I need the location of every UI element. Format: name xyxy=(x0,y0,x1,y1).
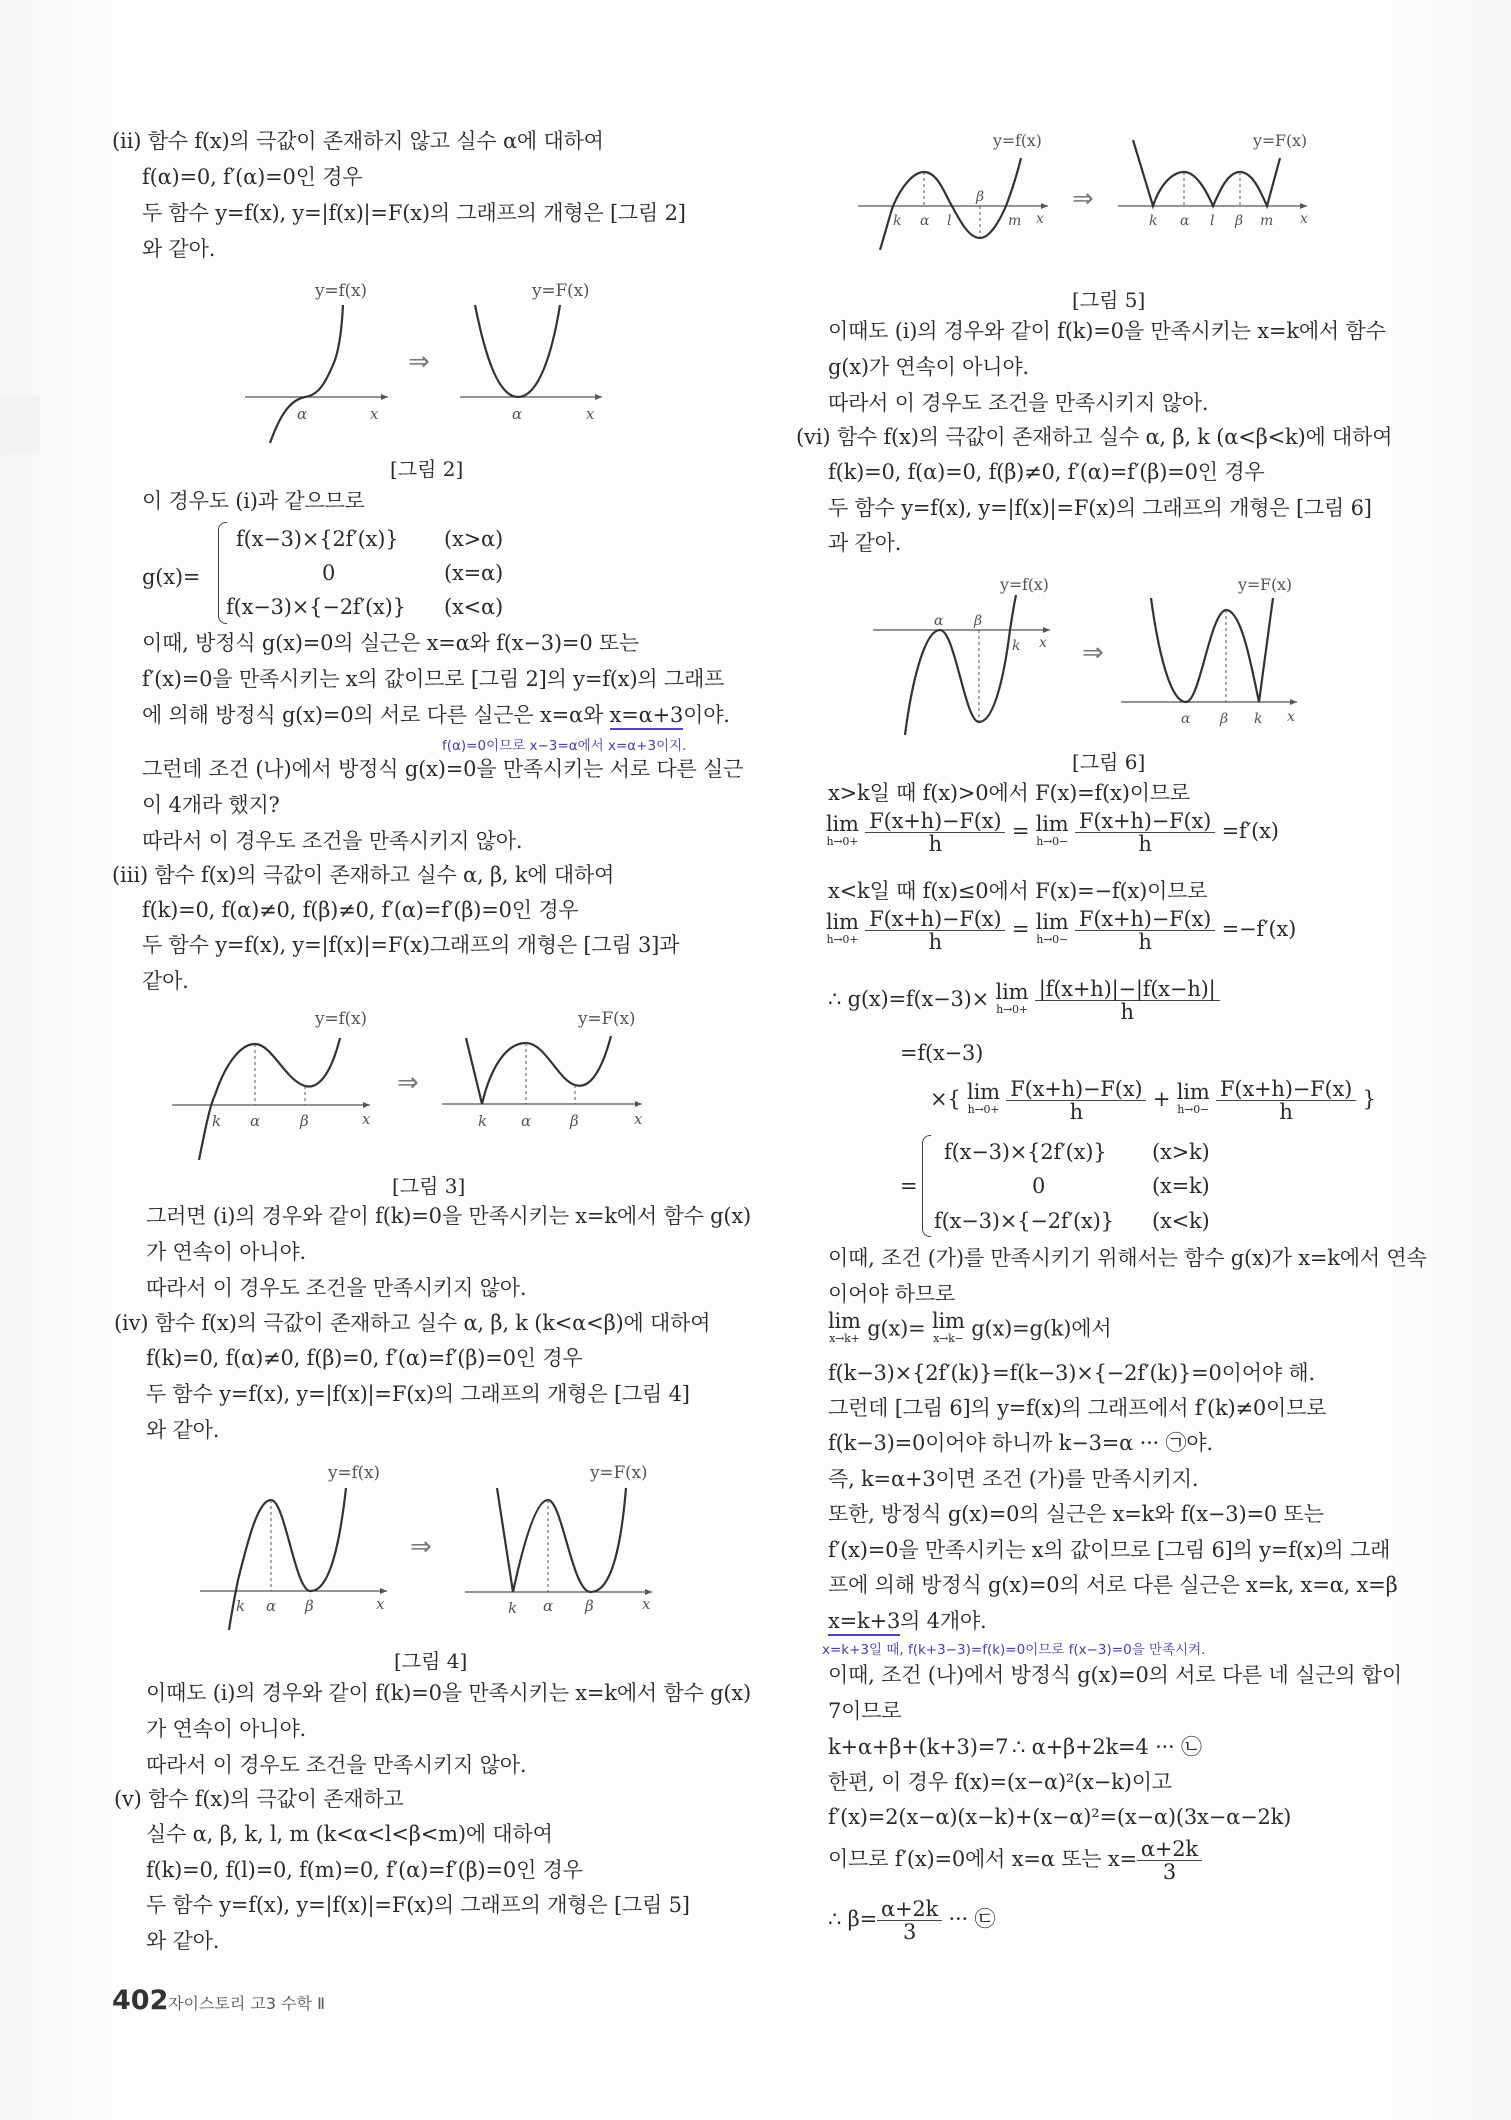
lim xyxy=(932,1309,965,1348)
case-v-line1: (ⅴ) 함수 f(x)의 극값이 존재하고 xyxy=(114,1787,404,1811)
real-root-line2: f′(x)=0을 만족시키는 x의 값이므로 [그림 2]의 y=f(x)의 그래프 xyxy=(142,667,725,691)
case-iii-line3: 두 함수 y=f(x), y=|f(x)|=F(x)그래프의 개형은 [그림 3]과 xyxy=(142,933,680,957)
case-row-cond: (x>k) xyxy=(1152,1140,1210,1164)
fig2-caption: [그림 2] xyxy=(390,457,464,481)
fig3-caption: [그림 3] xyxy=(392,1174,466,1198)
fraction xyxy=(1137,1838,1202,1883)
fig4-left-tick: β xyxy=(305,1597,314,1615)
continuity-line5: 그런데 [그림 6]의 y=f(x)의 그래프에서 f′(k)≠0이므로 xyxy=(828,1396,1327,1420)
case-ii-line3: 두 함수 y=f(x), y=|f(x)|=F(x)의 그래프의 개형은 [그림 2] xyxy=(142,201,686,225)
case-ii-line1: (ⅱ) 함수 f(x)의 극값이 존재하지 않고 실수 α에 대하여 xyxy=(112,129,604,153)
continuity-line4: f(k−3)×{2f′(k)}=f(k−3)×{−2f′(k)}=0이어야 해. xyxy=(828,1361,1315,1385)
fig6-caption: [그림 6] xyxy=(1072,750,1146,774)
case-iii-line2: f(k)=0, f(α)≠0, f(β)≠0, f′(α)=f′(β)=0인 경우 xyxy=(142,898,579,922)
g-limit-definition xyxy=(828,978,1220,1023)
case-row-cond: (x<k) xyxy=(1152,1209,1210,1233)
continuity-limits xyxy=(828,1309,1112,1348)
fig5-right-tick: l xyxy=(1210,213,1215,229)
fig4-right-label: y=F(x) xyxy=(590,1463,648,1483)
text: lim xyxy=(826,811,859,836)
fig5-right-tick: α xyxy=(1180,213,1190,229)
discontinuity-line2: g(x)가 연속이 아니야. xyxy=(828,355,1029,379)
g-step3 xyxy=(930,1078,1376,1123)
fig4-left-tick: α xyxy=(266,1597,276,1615)
not-satisfied: 따라서 이 경우도 조건을 만족시키지 않아. xyxy=(142,829,523,853)
case-row-expr: 0 xyxy=(322,561,336,585)
case-vi-line4: 과 같아. xyxy=(828,531,902,555)
text: h xyxy=(1120,1000,1134,1024)
discontinuity-line1: 이때도 (ⅰ)의 경우와 같이 f(k)=0을 만족시키는 x=k에서 함수 xyxy=(828,319,1386,343)
case-ii-line4: 와 같아. xyxy=(142,237,216,261)
underlined-root: x=k+3 xyxy=(828,1609,900,1636)
same-as-case-i: 이 경우도 (ⅰ)과 같으므로 xyxy=(142,489,365,513)
not-satisfied: 따라서 이 경우도 조건을 만족시키지 않아. xyxy=(146,1276,527,1300)
fig3-right-label: y=F(x) xyxy=(578,1009,636,1029)
real-root-line3 xyxy=(142,702,730,728)
fraction xyxy=(1216,1078,1356,1123)
text: h→0− xyxy=(1036,932,1068,946)
fig4-left-tick: x xyxy=(376,1595,385,1613)
text: =−f′(x) xyxy=(1221,917,1297,941)
fig3-left-tick: k xyxy=(212,1112,221,1130)
text: } xyxy=(1362,1087,1376,1111)
case-iii-line4: 같아. xyxy=(142,969,189,993)
fig3-left-tick: x xyxy=(362,1110,371,1128)
fig4-left-label: y=f(x) xyxy=(328,1463,380,1483)
implies-arrow: ⇒ xyxy=(1082,638,1104,668)
text: lim xyxy=(995,979,1029,1004)
not-satisfied: 따라서 이 경우도 조건을 만족시키지 않아. xyxy=(828,391,1209,415)
fig3-left-tick: β xyxy=(300,1112,309,1130)
case-iv-line3: 두 함수 y=f(x), y=|f(x)|=F(x)의 그래프의 개형은 [그림 4] xyxy=(146,1382,690,1406)
text: = xyxy=(1011,819,1030,843)
case-iv-line4: 와 같아. xyxy=(146,1418,220,1442)
continuity-line10: 프에 의해 방정식 g(x)=0의 서로 다른 실근은 x=k, x=α, x=β xyxy=(828,1573,1398,1597)
continuity-line13: 7이므로 xyxy=(828,1699,902,1723)
fig2-right-tick-x: x xyxy=(586,405,595,423)
page-edge-mark xyxy=(0,395,40,455)
text: F(x+h)−F(x) xyxy=(1216,1078,1356,1101)
fig4-left-tick: k xyxy=(236,1597,245,1615)
text: lim xyxy=(826,909,859,934)
text: α+2k xyxy=(1137,1838,1202,1861)
lim xyxy=(995,979,1029,1019)
implies-arrow: ⇒ xyxy=(397,1068,419,1098)
fraction xyxy=(865,908,1005,953)
case-row-expr: f(x−3)×{2f′(x)} xyxy=(236,527,399,551)
fraction xyxy=(1006,1078,1146,1123)
case-iii-line1: (ⅲ) 함수 f(x)의 극값이 존재하고 실수 α, β, k에 대하여 xyxy=(112,863,615,887)
fig6-right-tick: x xyxy=(1287,709,1295,725)
g-step2: =f(x−3) xyxy=(900,1041,984,1065)
case-row-expr: f(x−3)×{−2f′(x)} xyxy=(934,1209,1114,1233)
fraction xyxy=(1075,810,1215,855)
case-vi-line3: 두 함수 y=f(x), y=|f(x)|=F(x)의 그래프의 개형은 [그림 6] xyxy=(828,496,1372,520)
fig2-left-label: y=f(x) xyxy=(315,281,367,301)
fraction xyxy=(877,1898,942,1943)
implies-arrow: ⇒ xyxy=(1072,184,1094,214)
text: x→k− xyxy=(933,1332,964,1345)
implies-arrow: ⇒ xyxy=(410,1532,432,1562)
fig5-caption: [그림 5] xyxy=(1072,288,1146,312)
discontinuity-line1: 이때도 (ⅰ)의 경우와 같이 f(k)=0을 만족시키는 x=k에서 함수 g(x) xyxy=(146,1681,752,1705)
fig6-right-tick: β xyxy=(1220,711,1228,727)
fig4-right-tick: β xyxy=(585,1597,594,1615)
text: h→0− xyxy=(1036,834,1068,848)
figure-5 xyxy=(810,120,1370,254)
fig2-left-tick-x: x xyxy=(370,405,379,423)
text: h→0− xyxy=(1177,1102,1210,1116)
discontinuity-line2: 가 연속이 아니야. xyxy=(146,1240,307,1264)
fig2-right-tick-alpha: α xyxy=(512,405,522,423)
fig3-right-tick: β xyxy=(570,1112,579,1130)
limit-equation-1 xyxy=(826,810,1279,855)
derivative-expansion: f′(x)=2(x−α)(x−k)+(x−α)²=(x−α)(3x−α−2k) xyxy=(828,1805,1292,1829)
text: + xyxy=(1152,1087,1171,1111)
continuity-line8: 또한, 방정식 g(x)=0의 실근은 x=k와 f(x−3)=0 또는 xyxy=(828,1502,1324,1526)
case-row-expr: f(x−3)×{2f′(x)} xyxy=(944,1140,1107,1164)
text: 의 4개야. xyxy=(900,1609,987,1633)
text: h→0+ xyxy=(826,834,859,848)
fig4-right-tick: α xyxy=(543,1597,553,1615)
text: h xyxy=(928,832,942,856)
figure-2 xyxy=(230,275,630,454)
continuity-line9: f′(x)=0을 만족시키는 x의 값이므로 [그림 6]의 y=f(x)의 그래 xyxy=(828,1538,1391,1562)
text: h xyxy=(1138,832,1152,856)
fig5-left-tick: β xyxy=(976,189,984,205)
case-vi-line1: (ⅵ) 함수 f(x)의 극값이 존재하고 실수 α, β, k (α<β<k)에 대하여 xyxy=(796,425,1393,449)
fig3-right-tick: x xyxy=(634,1110,643,1128)
fig5-left-tick: l xyxy=(947,213,952,229)
continuity-line12: 이때, 조건 (나)에서 방정식 g(x)=0의 서로 다른 네 실근의 합이 xyxy=(828,1663,1402,1687)
fig5-left-label: y=f(x) xyxy=(993,131,1042,150)
limit-equation-2 xyxy=(826,908,1296,953)
eq-sign: = xyxy=(900,1174,918,1198)
fig5-left-tick: x xyxy=(1036,211,1044,227)
fig3-right-tick: α xyxy=(521,1112,531,1130)
discontinuity-line1: 그러면 (ⅰ)의 경우와 같이 f(k)=0을 만족시키는 x=k에서 함수 g(x) xyxy=(146,1204,752,1228)
fig4-right-tick: k xyxy=(508,1599,517,1617)
continuity-line6: f(k−3)=0이어야 하니까 k−3=α ··· ㉠야. xyxy=(828,1431,1213,1455)
condition-b-line1: 그런데 조건 (나)에서 방정식 g(x)=0을 만족시키는 서로 다른 실근 xyxy=(142,757,744,781)
implies-arrow: ⇒ xyxy=(408,347,430,377)
text: α+2k xyxy=(877,1898,942,1921)
text: 3 xyxy=(902,1920,917,1944)
text: F(x+h)−F(x) xyxy=(865,810,1005,833)
fig6-left-tick: β xyxy=(974,613,982,629)
underlined-root: x=α+3 xyxy=(610,703,684,730)
text: ∴ β= xyxy=(828,1907,877,1931)
case-v-line4: 두 함수 y=f(x), y=|f(x)|=F(x)의 그래프의 개형은 [그림 5] xyxy=(146,1893,690,1917)
fig5-left-tick: m xyxy=(1008,213,1022,229)
fig5-left-tick: α xyxy=(920,213,930,229)
fig6-left-tick: x xyxy=(1039,635,1047,651)
fig6-right-tick: k xyxy=(1254,711,1263,727)
fig5-right-tick: k xyxy=(1149,213,1158,229)
fig3-right-tick: k xyxy=(478,1112,487,1130)
text: |f(x+h)|−|f(x−h)| xyxy=(1035,978,1220,1001)
text: lim xyxy=(828,1309,861,1333)
lim xyxy=(1176,1079,1210,1119)
case-row-cond: (x=α) xyxy=(444,561,504,585)
book-title: 자이스토리 고3 수학 Ⅱ xyxy=(168,1994,325,2013)
case-x-lt-k: x<k일 때 f(x)≤0에서 F(x)=−f(x)이므로 xyxy=(828,879,1208,903)
margin-note: f(α)=0이므로 x−3=α에서 x=α+3이지. xyxy=(442,738,687,754)
text: 이야. xyxy=(683,703,730,727)
not-satisfied: 따라서 이 경우도 조건을 만족시키지 않아. xyxy=(146,1753,527,1777)
case-iv-line1: (ⅳ) 함수 f(x)의 극값이 존재하고 실수 α, β, k (k<α<β)에 대하여 xyxy=(114,1311,711,1335)
text: lim xyxy=(1035,811,1069,836)
text: F(x+h)−F(x) xyxy=(1075,908,1215,931)
text: F(x+h)−F(x) xyxy=(1006,1078,1146,1101)
text: x→k+ xyxy=(829,1332,860,1345)
fig4-caption: [그림 4] xyxy=(394,1649,468,1673)
case-v-line3: f(k)=0, f(l)=0, f(m)=0, f′(α)=f′(β)=0인 경우 xyxy=(146,1858,583,1882)
case-v-line2: 실수 α, β, k, l, m (k<α<l<β<m)에 대하여 xyxy=(146,1822,553,1846)
fig6-left-label: y=f(x) xyxy=(1000,575,1049,594)
case-x-gt-k: x>k일 때 f(x)>0에서 F(x)=f(x)이므로 xyxy=(828,781,1190,805)
fig6-right-tick: α xyxy=(1181,711,1191,727)
fig4-right-tick: x xyxy=(642,1595,651,1613)
fig5-right-tick: m xyxy=(1260,213,1274,229)
case-row-cond: (x<α) xyxy=(444,595,504,619)
text: lim xyxy=(1035,909,1069,934)
lim xyxy=(1035,811,1069,851)
lim xyxy=(967,1079,1000,1119)
critical-points xyxy=(828,1838,1202,1883)
lim xyxy=(826,909,859,949)
fig5-right-tick: β xyxy=(1235,213,1243,229)
discontinuity-line2: 가 연속이 아니야. xyxy=(146,1717,307,1741)
real-root-line1: 이때, 방정식 g(x)=0의 실근은 x=α와 f(x−3)=0 또는 xyxy=(142,631,640,655)
text: g(x)=g(k)에서 xyxy=(971,1316,1112,1341)
margin-note: x=k+3일 때, f(k+3−3)=f(k)=0이므로 f(x−3)=0을 만족시켜. xyxy=(822,1642,1206,1658)
figure-3 xyxy=(160,1000,720,1174)
sum-result: ∴ α+β+2k=4 ··· ㉡ xyxy=(1012,1735,1202,1759)
text: h→0+ xyxy=(967,1102,1000,1116)
fig5-right-label: y=F(x) xyxy=(1253,131,1307,150)
fig5-left-tick: k xyxy=(893,213,902,229)
text: ··· ㉢ xyxy=(942,1907,996,1931)
fraction xyxy=(1075,908,1215,953)
text: F(x+h)−F(x) xyxy=(1075,810,1215,833)
figure-6 xyxy=(800,570,1360,744)
text: 3 xyxy=(1162,1860,1177,1884)
brace-icon xyxy=(922,1135,931,1237)
text: ×{ xyxy=(930,1087,961,1111)
continuity-line15: 한편, 이 경우 f(x)=(x−α)²(x−k)이고 xyxy=(828,1770,1172,1794)
text: =f′(x) xyxy=(1221,819,1279,843)
case-iv-line2: f(k)=0, f(α)≠0, f(β)=0, f′(α)=f′(β)=0인 경우 xyxy=(146,1346,583,1370)
text: h xyxy=(1069,1100,1083,1124)
case-row-expr: 0 xyxy=(1032,1174,1046,1198)
lim xyxy=(828,1309,861,1348)
text: g(x)= xyxy=(867,1316,926,1341)
text: 에 의해 방정식 g(x)=0의 서로 다른 실근은 x=α와 xyxy=(142,703,610,727)
fig3-left-label: y=f(x) xyxy=(315,1009,367,1029)
text: h xyxy=(928,930,942,954)
fig3-left-tick: α xyxy=(250,1112,260,1130)
text: F(x+h)−F(x) xyxy=(865,908,1005,931)
fig2-right-label: y=F(x) xyxy=(532,281,590,301)
lim xyxy=(1035,909,1069,949)
fraction xyxy=(865,810,1005,855)
beta-result xyxy=(828,1898,995,1943)
text: ∴ g(x)=f(x−3)× xyxy=(828,987,990,1011)
figure-3-graphs xyxy=(160,1000,720,1170)
text: 이므로 f′(x)=0에서 x=α 또는 x= xyxy=(828,1847,1137,1871)
case-ii-line2: f(α)=0, f′(α)=0인 경우 xyxy=(142,165,363,189)
fraction xyxy=(1035,978,1220,1023)
case-v-line5: 와 같아. xyxy=(146,1929,220,1953)
lim xyxy=(826,811,859,851)
continuity-line11 xyxy=(828,1608,987,1634)
continuity-line1: 이때, 조건 (가)를 만족시키기 위해서는 함수 g(x)가 x=k에서 연속 xyxy=(828,1246,1427,1270)
text: h xyxy=(1279,1100,1293,1124)
fig6-left-tick: k xyxy=(1012,638,1021,654)
text: lim xyxy=(932,1309,965,1333)
text: h→0+ xyxy=(826,932,859,946)
case-row-cond: (x=k) xyxy=(1152,1174,1210,1198)
text: lim xyxy=(967,1079,1000,1104)
text: h xyxy=(1138,930,1152,954)
case-row-expr: f(x−3)×{−2f′(x)} xyxy=(226,595,406,619)
fig2-left-tick-alpha: α xyxy=(297,405,307,423)
sum-equation: k+α+β+(k+3)=7 xyxy=(828,1735,1009,1759)
figure-4 xyxy=(180,1450,700,1634)
fig6-left-tick: α xyxy=(934,613,944,629)
case-row-cond: (x>α) xyxy=(444,527,504,551)
condition-b-line2: 이 4개라 했지? xyxy=(142,793,280,817)
page-number: 402 xyxy=(112,1985,169,2016)
g-lhs: g(x)= xyxy=(142,565,201,589)
continuity-line7: 즉, k=α+3이면 조건 (가)를 만족시키지. xyxy=(828,1467,1199,1491)
continuity-line2: 이어야 하므로 xyxy=(828,1282,955,1306)
text: = xyxy=(1011,917,1030,941)
text: h→0+ xyxy=(996,1002,1028,1016)
case-vi-line2: f(k)=0, f(α)=0, f(β)≠0, f′(α)=f′(β)=0인 경우 xyxy=(828,460,1265,484)
text: lim xyxy=(1176,1079,1210,1104)
fig5-right-tick: x xyxy=(1300,211,1308,227)
fig6-right-label: y=F(x) xyxy=(1238,575,1292,594)
